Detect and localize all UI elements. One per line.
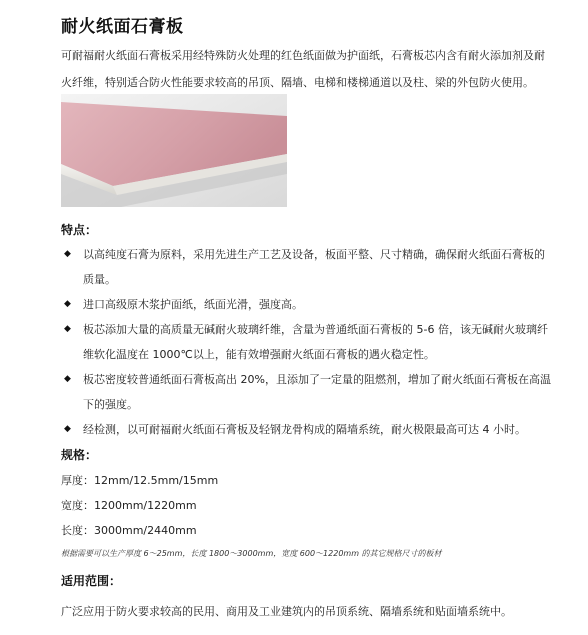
spec-length: 长度：3000mm/2440mm	[61, 524, 197, 537]
bullet-icon: ◆	[64, 249, 71, 259]
list-item	[61, 417, 551, 442]
scope-text: 广泛应用于防火要求较高的民用、商用及工业建筑内的吊顶系统、隔墙系统和贴面墙系统中。	[61, 605, 512, 618]
spec-note: 根据需要可以生产厚度 6～25mm，长度 1800～3000mm，宽度 600～1220mm 的其它规格尺寸的板材	[61, 549, 442, 558]
spec-width: 宽度：1200mm/1220mm	[61, 499, 197, 512]
bullet-icon: ◆	[64, 424, 71, 434]
specs-heading: 规格：	[61, 448, 98, 462]
scope-heading: 适用范围：	[61, 574, 122, 588]
bullet-icon: ◆	[64, 299, 71, 309]
list-item	[61, 242, 551, 292]
bullet-icon: ◆	[64, 324, 71, 334]
feature-text: 进口高级原木浆护面纸，纸面光滑，强度高。	[83, 298, 303, 311]
intro-paragraph: 可耐福耐火纸面石膏板采用经特殊防火处理的红色纸面做为护面纸，石膏板芯内含有耐火添加剂及耐火纤维，特别适合防火性能要求较高的吊顶、隔墙、电梯和楼梯通道以及柱、梁的外包防火使用。	[61, 49, 545, 89]
feature-text: 板芯添加大量的高质量无碱耐火玻璃纤维，含量为普通纸面石膏板的 5-6 倍，该无碱耐火玻璃纤维软化温度在 1000℃以上，能有效增强耐火纸面石膏板的遇火稳定性。	[83, 323, 548, 361]
bullet-icon: ◆	[64, 374, 71, 384]
list-item	[61, 317, 551, 367]
features-list	[61, 242, 551, 442]
feature-text: 经检测，以可耐福耐火纸面石膏板及轻钢龙骨构成的隔墙系统，耐火极限最高可达 4 小时。	[83, 423, 526, 436]
list-item	[61, 367, 551, 417]
list-item	[61, 292, 551, 317]
feature-text: 板芯密度较普通纸面石膏板高出 20%，且添加了一定量的阻燃剂，增加了耐火纸面石膏板在高温下的强度。	[83, 373, 551, 411]
page-title: 耐火纸面石膏板	[61, 17, 184, 37]
features-heading: 特点：	[61, 223, 98, 237]
spec-thickness: 厚度：12mm/12.5mm/15mm	[61, 474, 219, 487]
feature-text: 以高纯度石膏为原料，采用先进生产工艺及设备，板面平整、尺寸精确，确保耐火纸面石膏板的质量。	[83, 248, 545, 286]
gypsum-board-photo	[61, 94, 287, 207]
